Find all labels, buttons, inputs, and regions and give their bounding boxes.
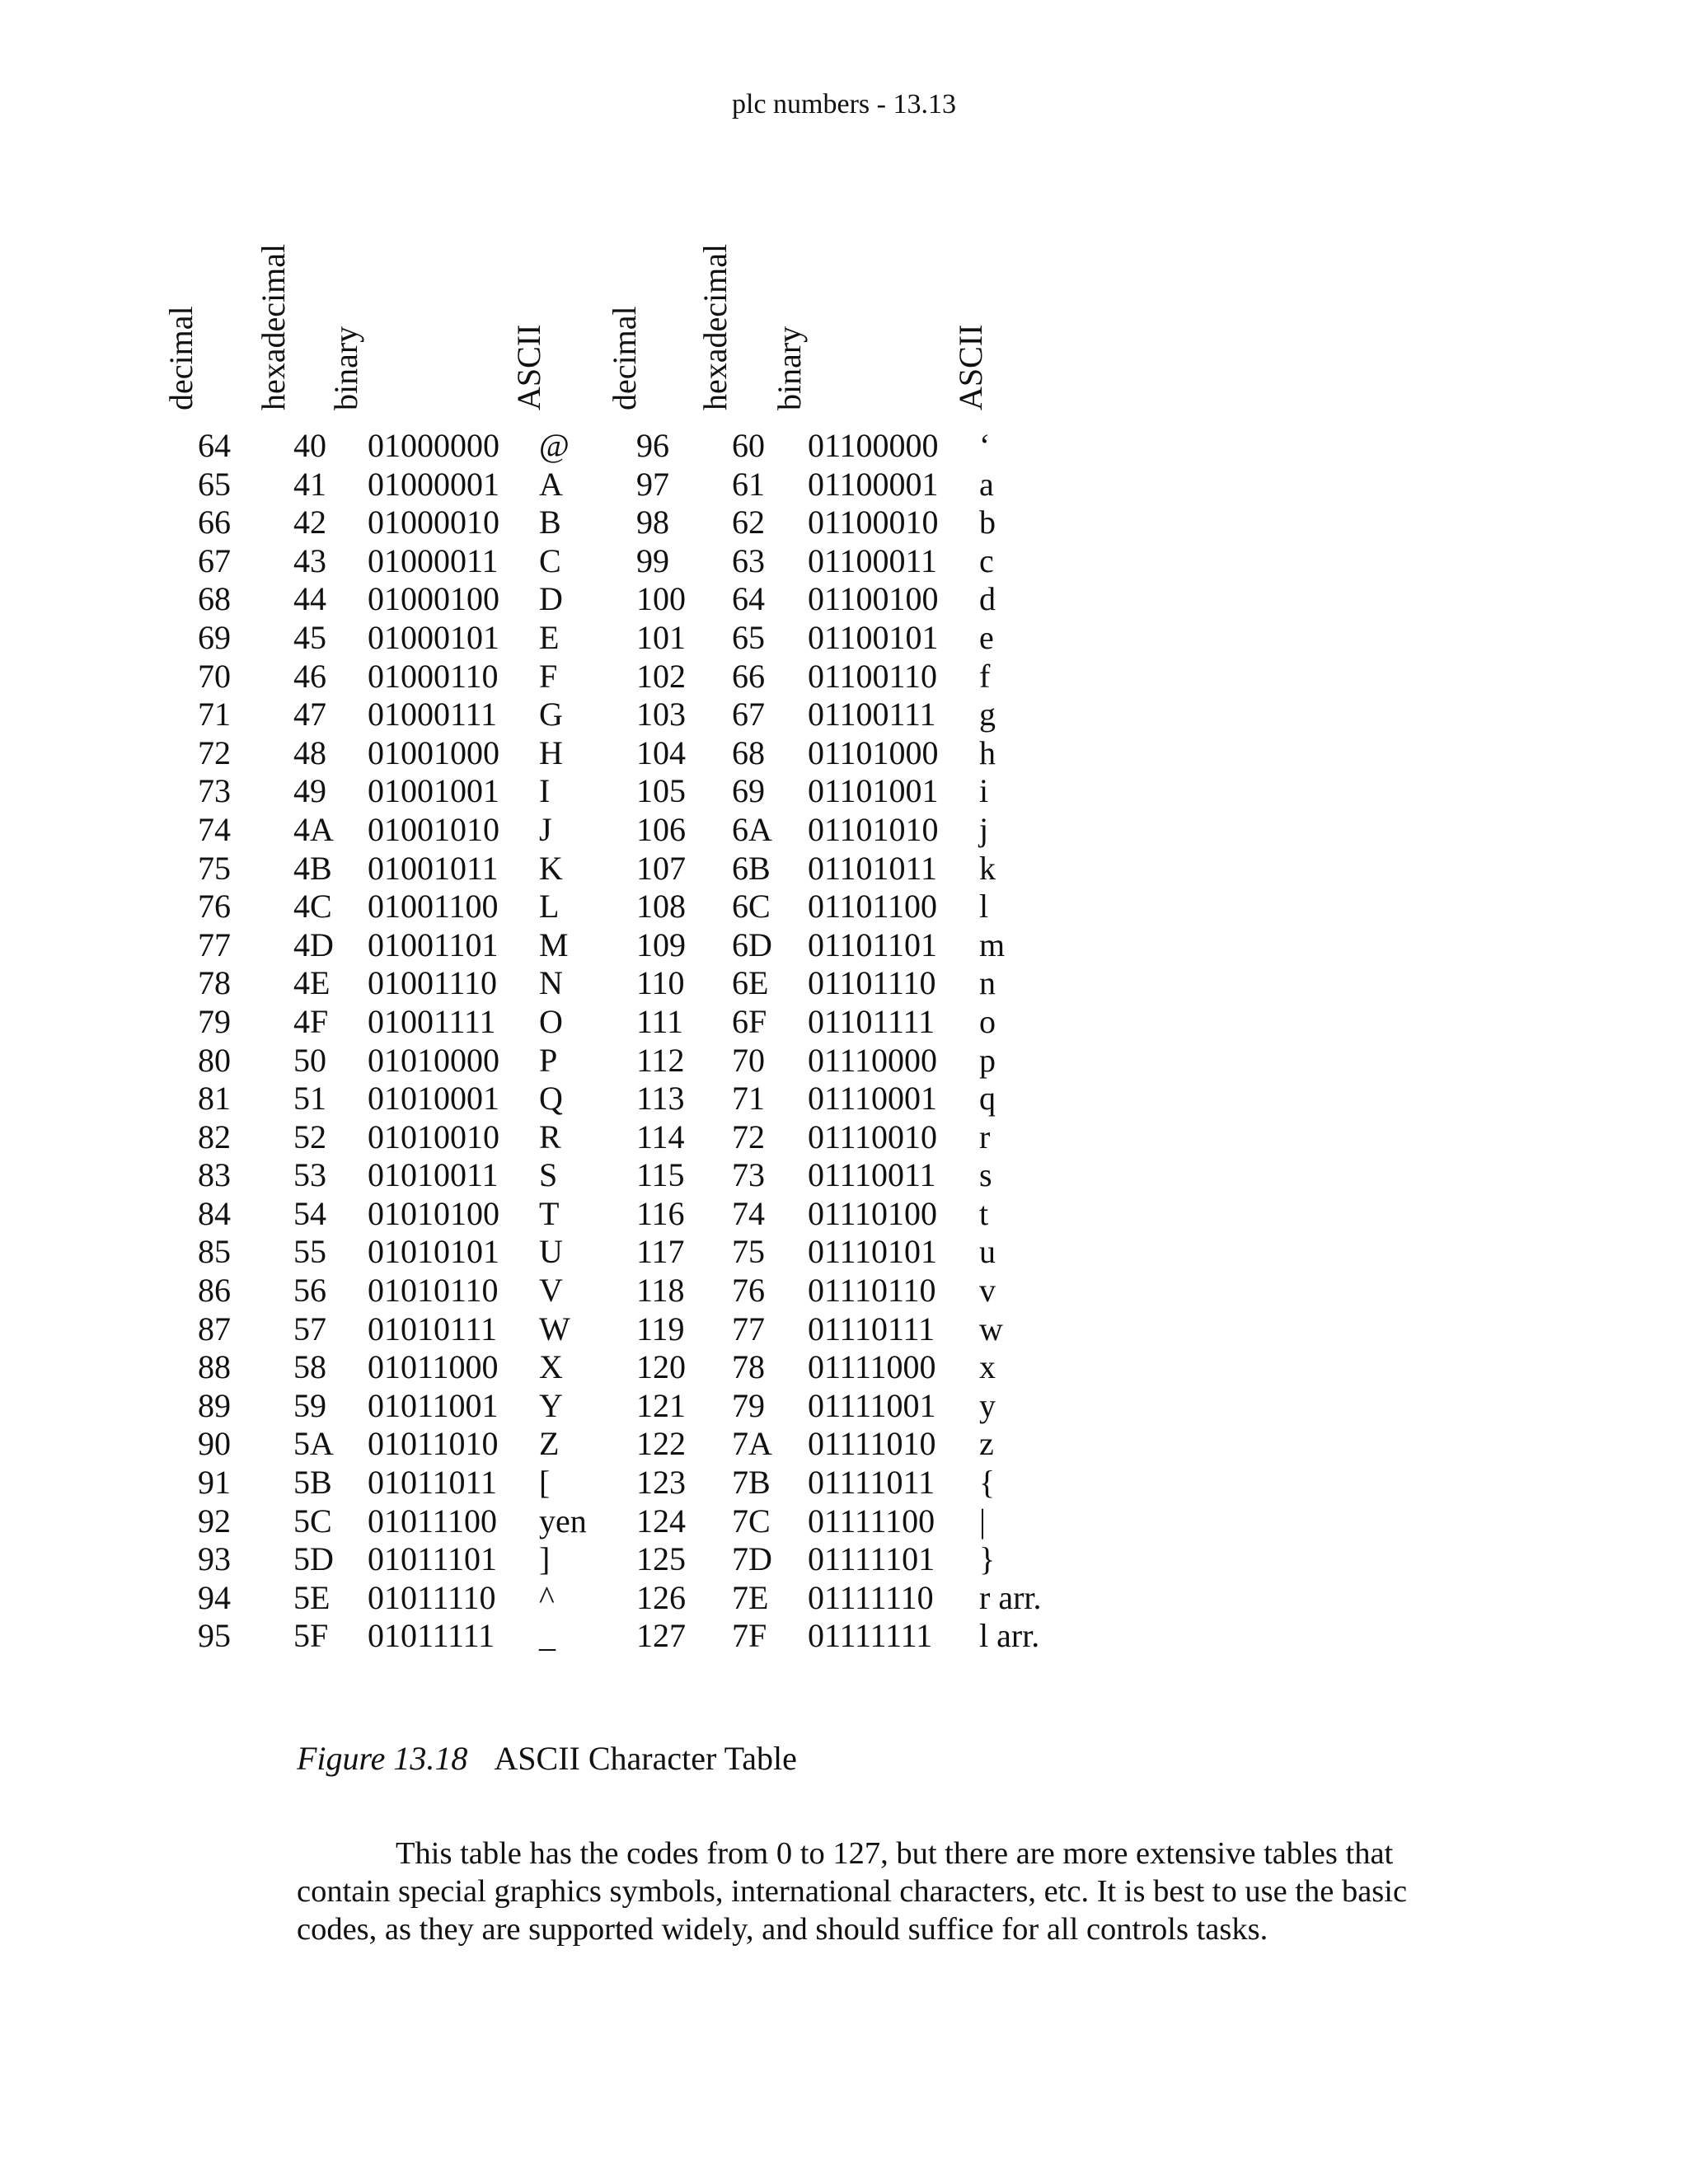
cell-binary: 01101110 <box>808 964 936 1002</box>
cell-ascii: K <box>539 849 563 887</box>
cell-decimal: 101 <box>636 618 686 656</box>
cell-binary: 01010100 <box>368 1194 499 1232</box>
cell-decimal: 81 <box>198 1080 231 1118</box>
cell-binary: 01011101 <box>368 1540 498 1578</box>
cell-hex: 4E <box>293 964 331 1002</box>
cell-binary: 01011100 <box>368 1502 498 1540</box>
cell-ascii: H <box>539 733 563 771</box>
table-row <box>0 1195 1688 1234</box>
cell-ascii: x <box>979 1348 996 1386</box>
table-row <box>0 850 1688 888</box>
cell-decimal: 102 <box>636 657 686 695</box>
cell-ascii: Y <box>539 1386 563 1424</box>
cell-binary: 01000011 <box>368 541 499 579</box>
cell-ascii: J <box>539 810 552 848</box>
cell-decimal: 93 <box>198 1540 231 1578</box>
table-row <box>0 1464 1688 1502</box>
table-row <box>0 1502 1688 1541</box>
cell-ascii: z <box>979 1425 994 1463</box>
table-row <box>0 811 1688 850</box>
cell-binary: 01100010 <box>808 504 939 541</box>
table-row <box>0 888 1688 926</box>
cell-hex: 74 <box>732 1194 765 1232</box>
cell-decimal: 86 <box>198 1272 231 1310</box>
cell-binary: 01011111 <box>368 1617 495 1655</box>
cell-ascii: c <box>979 541 994 579</box>
cell-ascii: U <box>539 1233 563 1271</box>
cell-binary: 01101111 <box>808 1002 935 1040</box>
cell-decimal: 94 <box>198 1578 231 1616</box>
cell-binary: 01111000 <box>808 1348 936 1386</box>
cell-decimal: 121 <box>636 1386 686 1424</box>
cell-hex: 6B <box>732 849 771 887</box>
cell-ascii: t <box>979 1194 989 1232</box>
cell-ascii: r arr. <box>979 1578 1042 1616</box>
cell-decimal: 69 <box>198 618 231 656</box>
cell-ascii: B <box>539 504 561 541</box>
table-row <box>0 1387 1688 1426</box>
cell-decimal: 109 <box>636 926 686 963</box>
cell-hex: 7F <box>732 1617 767 1655</box>
cell-ascii: G <box>539 696 563 733</box>
cell-binary: 01110000 <box>808 1041 938 1079</box>
cell-hex: 44 <box>293 580 326 618</box>
cell-binary: 01111010 <box>808 1425 936 1463</box>
cell-ascii: @ <box>539 427 570 464</box>
cell-hex: 5F <box>293 1617 329 1655</box>
cell-binary: 01111100 <box>808 1502 935 1540</box>
cell-hex: 70 <box>732 1041 765 1079</box>
page-header: plc numbers - 13.13 <box>732 89 956 120</box>
cell-binary: 01001100 <box>368 888 499 926</box>
table-row <box>0 1003 1688 1042</box>
cell-hex: 5E <box>293 1578 331 1616</box>
table-row <box>0 504 1688 542</box>
cell-ascii: yen <box>539 1502 587 1540</box>
cell-binary: 01111101 <box>808 1540 935 1578</box>
cell-ascii: k <box>979 849 996 887</box>
cell-ascii: D <box>539 580 563 618</box>
cell-decimal: 111 <box>636 1002 684 1040</box>
cell-binary: 01011011 <box>368 1464 498 1502</box>
cell-hex: 71 <box>732 1080 765 1118</box>
cell-hex: 78 <box>732 1348 765 1386</box>
cell-ascii: X <box>539 1348 563 1386</box>
cell-decimal: 73 <box>198 772 231 810</box>
cell-hex: 64 <box>732 580 765 618</box>
table-row <box>0 1272 1688 1310</box>
cell-hex: 5A <box>293 1425 334 1463</box>
figure-label: Figure 13.18 <box>297 1740 468 1777</box>
table-row <box>0 964 1688 1003</box>
cell-ascii: ] <box>539 1540 551 1578</box>
cell-binary: 01111110 <box>808 1578 934 1616</box>
cell-ascii: F <box>539 657 558 695</box>
cell-decimal: 70 <box>198 657 231 695</box>
cell-hex: 4F <box>293 1002 329 1040</box>
cell-ascii: M <box>539 926 569 963</box>
cell-binary: 01110100 <box>808 1194 938 1232</box>
cell-hex: 7B <box>732 1464 771 1502</box>
cell-binary: 01001011 <box>368 849 499 887</box>
table-row <box>0 619 1688 658</box>
cell-binary: 01001110 <box>368 964 498 1002</box>
cell-decimal: 71 <box>198 696 231 733</box>
cell-ascii: q <box>979 1080 996 1118</box>
figure-title: ASCII Character Table <box>494 1740 797 1777</box>
cell-hex: 4C <box>293 888 332 926</box>
cell-decimal: 104 <box>636 733 686 771</box>
cell-decimal: 98 <box>636 504 669 541</box>
cell-ascii: Z <box>539 1425 560 1463</box>
cell-hex: 5B <box>293 1464 332 1502</box>
cell-hex: 6D <box>732 926 772 963</box>
cell-ascii: } <box>979 1540 996 1578</box>
cell-hex: 57 <box>293 1310 326 1347</box>
cell-binary: 01000111 <box>368 696 498 733</box>
table-row <box>0 1233 1688 1272</box>
cell-binary: 01000001 <box>368 465 499 503</box>
table-row <box>0 1310 1688 1349</box>
cell-decimal: 103 <box>636 696 686 733</box>
cell-binary: 01101010 <box>808 810 939 848</box>
cell-binary: 01011110 <box>368 1578 496 1616</box>
cell-binary: 01001111 <box>368 1002 496 1040</box>
cell-binary: 01110001 <box>808 1080 938 1118</box>
cell-binary: 01100001 <box>808 465 939 503</box>
cell-hex: 7A <box>732 1425 772 1463</box>
cell-decimal: 108 <box>636 888 686 926</box>
cell-decimal: 91 <box>198 1464 231 1502</box>
cell-binary: 01000110 <box>368 657 499 695</box>
cell-binary: 01110011 <box>808 1156 936 1194</box>
cell-ascii: v <box>979 1272 996 1310</box>
cell-hex: 49 <box>293 772 326 810</box>
cell-decimal: 83 <box>198 1156 231 1194</box>
cell-decimal: 74 <box>198 810 231 848</box>
cell-binary: 01001101 <box>368 926 499 963</box>
cell-binary: 01000000 <box>368 427 499 464</box>
cell-decimal: 100 <box>636 580 686 618</box>
cell-hex: 65 <box>732 618 765 656</box>
cell-decimal: 97 <box>636 465 669 503</box>
table-row <box>0 1080 1688 1118</box>
cell-ascii: s <box>979 1156 992 1194</box>
cell-ascii: p <box>979 1041 996 1079</box>
cell-ascii: T <box>539 1194 560 1232</box>
cell-ascii: y <box>979 1386 996 1424</box>
cell-decimal: 89 <box>198 1386 231 1424</box>
cell-binary: 01010101 <box>368 1233 499 1271</box>
cell-decimal: 119 <box>636 1310 685 1347</box>
table-row <box>0 1540 1688 1579</box>
cell-ascii: A <box>539 465 563 503</box>
cell-hex: 59 <box>293 1386 326 1424</box>
cell-ascii: L <box>539 888 560 926</box>
cell-ascii: a <box>979 465 994 503</box>
cell-hex: 42 <box>293 504 326 541</box>
cell-binary: 01110010 <box>808 1118 938 1155</box>
cell-binary: 01101100 <box>808 888 938 926</box>
cell-ascii: S <box>539 1156 558 1194</box>
cell-hex: 6C <box>732 888 771 926</box>
cell-ascii: h <box>979 733 996 771</box>
cell-binary: 01110111 <box>808 1310 935 1347</box>
cell-ascii: C <box>539 541 561 579</box>
cell-decimal: 66 <box>198 504 231 541</box>
cell-decimal: 115 <box>636 1156 685 1194</box>
cell-hex: 50 <box>293 1041 326 1079</box>
cell-binary: 01011000 <box>368 1348 499 1386</box>
cell-ascii: l arr. <box>979 1617 1040 1655</box>
cell-hex: 79 <box>732 1386 765 1424</box>
cell-binary: 01101001 <box>808 772 939 810</box>
cell-ascii: ^ <box>539 1578 555 1616</box>
cell-binary: 01000101 <box>368 618 499 656</box>
cell-decimal: 126 <box>636 1578 686 1616</box>
cell-decimal: 124 <box>636 1502 686 1540</box>
cell-hex: 6F <box>732 1002 767 1040</box>
cell-decimal: 92 <box>198 1502 231 1540</box>
cell-ascii: { <box>979 1464 996 1502</box>
cell-hex: 45 <box>293 618 326 656</box>
cell-hex: 75 <box>732 1233 765 1271</box>
table-row <box>0 1156 1688 1195</box>
table-row <box>0 427 1688 466</box>
cell-ascii: N <box>539 964 563 1002</box>
cell-binary: 01010001 <box>368 1080 499 1118</box>
cell-binary: 01101000 <box>808 733 939 771</box>
cell-binary: 01100100 <box>808 580 939 618</box>
cell-ascii: [ <box>539 1464 551 1502</box>
cell-ascii: I <box>539 772 551 810</box>
cell-decimal: 88 <box>198 1348 231 1386</box>
cell-hex: 72 <box>732 1118 765 1155</box>
cell-hex: 66 <box>732 657 765 695</box>
cell-hex: 68 <box>732 733 765 771</box>
cell-decimal: 96 <box>636 427 669 464</box>
cell-decimal: 112 <box>636 1041 685 1079</box>
cell-decimal: 67 <box>198 541 231 579</box>
cell-decimal: 77 <box>198 926 231 963</box>
table-row <box>0 734 1688 773</box>
cell-decimal: 117 <box>636 1233 685 1271</box>
cell-binary: 01010111 <box>368 1310 498 1347</box>
cell-decimal: 87 <box>198 1310 231 1347</box>
cell-hex: 76 <box>732 1272 765 1310</box>
cell-ascii: b <box>979 504 996 541</box>
cell-binary: 01011010 <box>368 1425 499 1463</box>
body-paragraph: This table has the codes from 0 to 127, but there are more extensive tables that contain special graphics symbols, international characters, etc. It is best to use the basic codes, as they are supported widely, and should suffice for all controls tasks. <box>297 1836 1408 1947</box>
cell-hex: 6E <box>732 964 769 1002</box>
cell-ascii: ‘ <box>979 427 991 464</box>
cell-ascii: O <box>539 1002 563 1040</box>
cell-hex: 5C <box>293 1502 332 1540</box>
cell-ascii: r <box>979 1118 991 1155</box>
cell-binary: 01010010 <box>368 1118 499 1155</box>
cell-decimal: 116 <box>636 1194 685 1232</box>
cell-binary: 01101011 <box>808 849 938 887</box>
cell-hex: 54 <box>293 1194 326 1232</box>
cell-hex: 7D <box>732 1540 772 1578</box>
cell-ascii: Q <box>539 1080 563 1118</box>
cell-decimal: 68 <box>198 580 231 618</box>
cell-hex: 47 <box>293 696 326 733</box>
cell-binary: 01001000 <box>368 733 499 771</box>
cell-ascii: n <box>979 964 996 1002</box>
cell-decimal: 107 <box>636 849 686 887</box>
cell-binary: 01111001 <box>808 1386 936 1424</box>
cell-ascii: u <box>979 1233 996 1271</box>
cell-decimal: 99 <box>636 541 669 579</box>
cell-hex: 6A <box>732 810 772 848</box>
cell-hex: 55 <box>293 1233 326 1271</box>
cell-hex: 73 <box>732 1156 765 1194</box>
cell-hex: 40 <box>293 427 326 464</box>
cell-ascii: | <box>979 1502 987 1540</box>
cell-decimal: 125 <box>636 1540 686 1578</box>
cell-ascii: d <box>979 580 996 618</box>
cell-ascii: w <box>979 1310 1003 1347</box>
cell-hex: 51 <box>293 1080 326 1118</box>
cell-decimal: 95 <box>198 1617 231 1655</box>
cell-hex: 41 <box>293 465 326 503</box>
cell-hex: 48 <box>293 733 326 771</box>
cell-hex: 62 <box>732 504 765 541</box>
cell-hex: 7E <box>732 1578 769 1616</box>
table-row <box>0 1617 1688 1656</box>
cell-hex: 52 <box>293 1118 326 1155</box>
cell-decimal: 64 <box>198 427 231 464</box>
cell-ascii: f <box>979 657 991 695</box>
table-row <box>0 1042 1688 1080</box>
cell-ascii: _ <box>539 1617 556 1655</box>
cell-decimal: 106 <box>636 810 686 848</box>
cell-ascii: E <box>539 618 560 656</box>
cell-decimal: 76 <box>198 888 231 926</box>
cell-binary: 01100011 <box>808 541 938 579</box>
cell-hex: 67 <box>732 696 765 733</box>
cell-decimal: 120 <box>636 1348 686 1386</box>
cell-hex: 53 <box>293 1156 326 1194</box>
cell-binary: 01100000 <box>808 427 939 464</box>
table-row <box>0 1348 1688 1387</box>
cell-ascii: o <box>979 1002 996 1040</box>
table-row <box>0 466 1688 504</box>
cell-hex: 56 <box>293 1272 326 1310</box>
cell-hex: 43 <box>293 541 326 579</box>
cell-binary: 01100111 <box>808 696 936 733</box>
cell-decimal: 90 <box>198 1425 231 1463</box>
table-row <box>0 772 1688 811</box>
cell-binary: 01001001 <box>368 772 499 810</box>
cell-binary: 01100110 <box>808 657 938 695</box>
cell-decimal: 75 <box>198 849 231 887</box>
cell-binary: 01010000 <box>368 1041 499 1079</box>
cell-ascii: V <box>539 1272 563 1310</box>
cell-hex: 58 <box>293 1348 326 1386</box>
cell-decimal: 123 <box>636 1464 686 1502</box>
cell-hex: 5D <box>293 1540 334 1578</box>
cell-decimal: 79 <box>198 1002 231 1040</box>
cell-binary: 01010011 <box>368 1156 499 1194</box>
cell-binary: 01110110 <box>808 1272 936 1310</box>
figure-caption <box>297 1739 797 1778</box>
cell-decimal: 72 <box>198 733 231 771</box>
cell-hex: 77 <box>732 1310 765 1347</box>
cell-hex: 4B <box>293 849 332 887</box>
cell-decimal: 80 <box>198 1041 231 1079</box>
table-row <box>0 926 1688 965</box>
cell-hex: 7C <box>732 1502 771 1540</box>
cell-hex: 4D <box>293 926 334 963</box>
cell-hex: 60 <box>732 427 765 464</box>
table-row <box>0 1118 1688 1157</box>
cell-ascii: e <box>979 618 994 656</box>
cell-binary: 01110101 <box>808 1233 938 1271</box>
ascii-table <box>0 427 1688 1656</box>
table-row <box>0 696 1688 734</box>
cell-binary: 01000010 <box>368 504 499 541</box>
cell-decimal: 65 <box>198 465 231 503</box>
cell-binary: 01100101 <box>808 618 939 656</box>
cell-binary: 01001010 <box>368 810 499 848</box>
cell-decimal: 110 <box>636 964 685 1002</box>
cell-ascii: m <box>979 926 1006 963</box>
cell-hex: 46 <box>293 657 326 695</box>
cell-decimal: 113 <box>636 1080 685 1118</box>
cell-hex: 4A <box>293 810 334 848</box>
table-row <box>0 542 1688 581</box>
cell-binary: 01011001 <box>368 1386 499 1424</box>
cell-ascii: g <box>979 696 996 733</box>
cell-decimal: 122 <box>636 1425 686 1463</box>
cell-decimal: 82 <box>198 1118 231 1155</box>
cell-ascii: R <box>539 1118 561 1155</box>
cell-decimal: 127 <box>636 1617 686 1655</box>
cell-decimal: 84 <box>198 1194 231 1232</box>
cell-decimal: 118 <box>636 1272 685 1310</box>
cell-ascii: i <box>979 772 989 810</box>
cell-binary: 01010110 <box>368 1272 499 1310</box>
cell-ascii: W <box>539 1310 570 1347</box>
cell-decimal: 105 <box>636 772 686 810</box>
cell-ascii: l <box>979 888 989 926</box>
cell-decimal: 114 <box>636 1118 685 1155</box>
cell-binary: 01111111 <box>808 1617 933 1655</box>
cell-hex: 69 <box>732 772 765 810</box>
cell-binary: 01101101 <box>808 926 938 963</box>
cell-decimal: 78 <box>198 964 231 1002</box>
table-row <box>0 1579 1688 1618</box>
cell-binary: 01000100 <box>368 580 499 618</box>
cell-binary: 01111011 <box>808 1464 935 1502</box>
cell-ascii: j <box>979 810 989 848</box>
cell-decimal: 85 <box>198 1233 231 1271</box>
table-row <box>0 1425 1688 1464</box>
cell-ascii: P <box>539 1041 558 1079</box>
table-row <box>0 658 1688 696</box>
table-row <box>0 580 1688 619</box>
cell-hex: 61 <box>732 465 765 503</box>
cell-hex: 63 <box>732 541 765 579</box>
